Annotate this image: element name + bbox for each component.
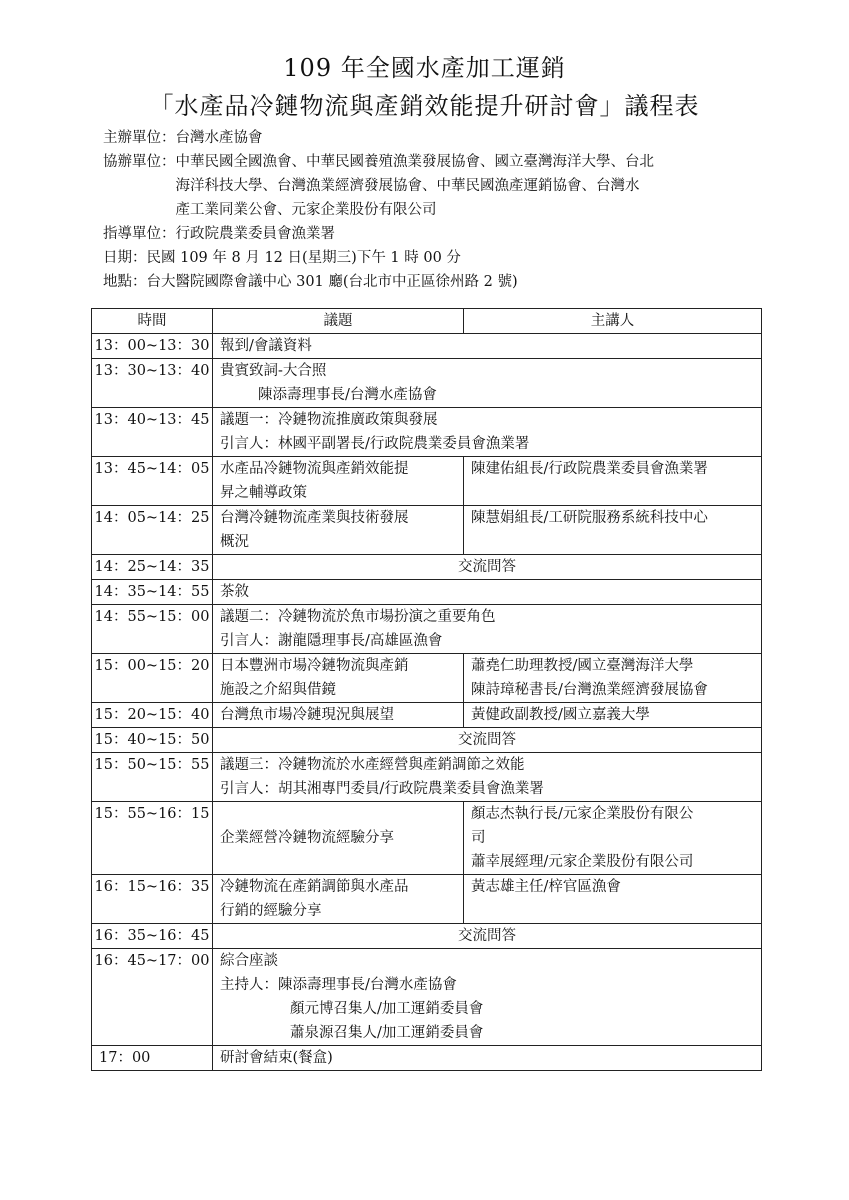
row-topic-line: 施設之介紹與借鏡 (220, 682, 336, 698)
guide-value: 行政院農業委員會漁業署 (175, 226, 335, 242)
co-organizer-line2: 海洋科技大學、台灣漁業經濟發展協會、中華民國漁產運銷協會、台灣水 (175, 178, 640, 194)
co-organizer-line1: 中華民國全國漁會、中華民國養殖漁業發展協會、國立臺灣海洋大學、台北 (175, 154, 654, 170)
table-row (92, 924, 762, 949)
row-speaker (464, 654, 762, 703)
table-row (92, 334, 762, 359)
row-topic-line: 日本豐洲市場冷鏈物流與產銷 (220, 658, 409, 674)
row-topic-sub: 顏元博召集人/加工運銷委員會 (290, 1001, 484, 1017)
row-speaker (464, 802, 762, 875)
title-line2: 「水產品冷鏈物流與產銷效能提升研討會」議程表 (149, 92, 700, 120)
row-speaker-line: 司 (471, 830, 486, 846)
row-topic: 企業經營冷鏈物流經驗分享 (213, 802, 464, 875)
row-time: 15：40~15：50 (92, 728, 213, 753)
row-speaker-line: 顏志杰執行長/元家企業股份有限公 (471, 806, 694, 822)
table-row (92, 1046, 762, 1071)
row-time: 16：15~16：35 (92, 875, 213, 924)
row-topic-main: 議題二：冷鏈物流於魚市場扮演之重要角色 (220, 609, 496, 625)
date-line: 日期：民國 109 年 8 月 12 日(星期三)下午 1 時 00 分 (103, 250, 461, 266)
table-row (92, 802, 762, 875)
row-time: 13：40~13：45 (92, 408, 213, 457)
co-organizer-label: 協辦單位： (103, 154, 176, 170)
row-topic-main: 綜合座談 (220, 953, 278, 969)
table-row (92, 728, 762, 753)
table-row (92, 753, 762, 802)
venue-line: 地點：台大醫院國際會議中心 301 廳(台北市中正區徐州路 2 號) (103, 274, 518, 290)
row-topic (213, 875, 464, 924)
row-topic-main: 議題一：冷鏈物流推廣政策與發展 (220, 412, 438, 428)
row-topic-line: 昇之輔導政策 (220, 485, 307, 501)
row-qa: 交流問答 (213, 555, 762, 580)
organizer-row (103, 126, 763, 150)
row-topic-sub: 主持人：陳添壽理事長/台灣水產協會 (220, 977, 457, 993)
row-topic: 報到/會議資料 (213, 334, 762, 359)
row-topic (213, 408, 762, 457)
table-row (92, 555, 762, 580)
row-qa: 交流問答 (213, 728, 762, 753)
header-topic: 議題 (213, 309, 464, 334)
title-line1: 109 年全國水產加工運銷 (283, 54, 566, 82)
row-time: 14：05~14：25 (92, 506, 213, 555)
row-speaker-line: 蕭幸展經理/元家企業股份有限公司 (471, 854, 694, 870)
organizer-value: 台灣水產協會 (175, 130, 263, 146)
row-time: 15：50~15：55 (92, 753, 213, 802)
row-topic: 研討會結束(餐盒) (213, 1046, 762, 1071)
table-row (92, 875, 762, 924)
row-topic (213, 753, 762, 802)
row-time: 14：55~15：00 (92, 605, 213, 654)
row-speaker: 陳建佑組長/行政院農業委員會漁業署 (464, 457, 762, 506)
row-topic-main: 貴賓致詞-大合照 (220, 363, 327, 379)
agenda-table (91, 308, 762, 1071)
row-topic (213, 457, 464, 506)
row-time: 17：00 (92, 1046, 213, 1071)
row-speaker: 黃健政副教授/國立嘉義大學 (464, 703, 762, 728)
header-time: 時間 (92, 309, 213, 334)
row-speaker-line: 蕭堯仁助理教授/國立臺灣海洋大學 (471, 658, 694, 674)
row-time: 15：55~16：15 (92, 802, 213, 875)
guide-row (103, 222, 763, 246)
row-topic-sub: 引言人：胡其湘專門委員/行政院農業委員會漁業署 (220, 781, 544, 797)
row-topic-main: 議題三：冷鏈物流於水產經營與產銷調節之效能 (220, 757, 525, 773)
header-speaker: 主講人 (464, 309, 762, 334)
row-topic: 台灣魚市場冷鏈現況與展望 (213, 703, 464, 728)
table-row (92, 457, 762, 506)
table-row (92, 605, 762, 654)
row-topic (213, 949, 762, 1046)
organizer-label: 主辦單位： (103, 130, 176, 146)
row-topic: 茶敘 (213, 580, 762, 605)
row-topic-line: 冷鏈物流在產銷調節與水產品 (220, 879, 409, 895)
table-row (92, 654, 762, 703)
table-row (92, 949, 762, 1046)
row-time: 13：30~13：40 (92, 359, 213, 408)
row-topic-sub: 引言人：林國平副署長/行政院農業委員會漁業署 (220, 436, 530, 452)
row-time: 16：35~16：45 (92, 924, 213, 949)
row-speaker: 陳慧娟組長/工研院服務系統科技中心 (464, 506, 762, 555)
row-topic-sub: 引言人：謝龍隱理事長/高雄區漁會 (220, 633, 443, 649)
guide-label: 指導單位： (103, 226, 176, 242)
row-topic-line: 行銷的經驗分享 (220, 903, 322, 919)
co-organizer-value (176, 150, 764, 222)
table-header-row (92, 309, 762, 334)
info-block (103, 126, 763, 294)
row-qa: 交流問答 (213, 924, 762, 949)
row-topic (213, 359, 762, 408)
table-row (92, 703, 762, 728)
table-row (92, 359, 762, 408)
row-time: 14：35~14：55 (92, 580, 213, 605)
row-time: 13：00~13：30 (92, 334, 213, 359)
table-row (92, 506, 762, 555)
co-organizer-line3: 產工業同業公會、元家企業股份有限公司 (175, 202, 437, 218)
co-organizer-row (103, 150, 763, 222)
row-time: 14：25~14：35 (92, 555, 213, 580)
row-topic (213, 506, 464, 555)
row-topic-line: 概況 (220, 534, 249, 550)
row-speaker: 黃志雄主任/梓官區漁會 (464, 875, 762, 924)
row-topic-line: 台灣冷鏈物流產業與技術發展 (220, 510, 409, 526)
row-topic-sub: 蕭泉源召集人/加工運銷委員會 (290, 1025, 484, 1041)
row-topic-sub: 陳添壽理事長/台灣水產協會 (258, 387, 437, 403)
row-topic (213, 654, 464, 703)
row-time: 13：45~14：05 (92, 457, 213, 506)
row-topic-line: 水產品冷鏈物流與產銷效能提 (220, 461, 409, 477)
row-time: 15：00~15：20 (92, 654, 213, 703)
table-row (92, 408, 762, 457)
row-topic (213, 605, 762, 654)
row-speaker-line: 陳詩璋秘書長/台灣漁業經濟發展協會 (471, 682, 708, 698)
table-row (92, 580, 762, 605)
row-time: 16：45~17：00 (92, 949, 213, 1046)
row-time: 15：20~15：40 (92, 703, 213, 728)
